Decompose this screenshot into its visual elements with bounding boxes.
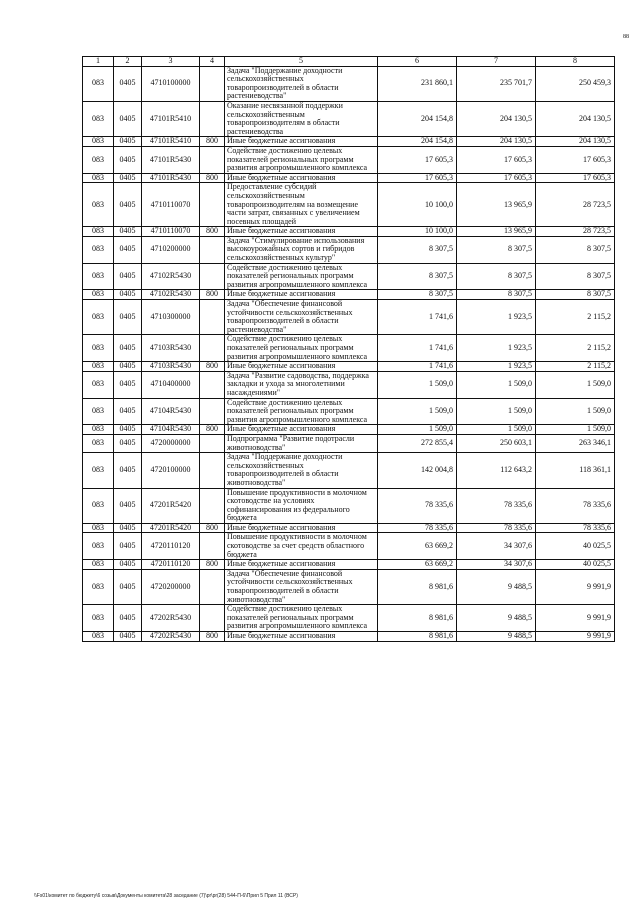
table-row [83,335,615,362]
description-cell: Иные бюджетные ассигнования [225,173,378,183]
amount-year1-cell: 8 981,6 [378,632,457,642]
amount-year1-cell: 78 335,6 [378,523,457,533]
amount-year1-cell: 17 605,3 [378,146,457,173]
amount-year2-cell: 112 643,2 [457,453,536,488]
table-row [83,300,615,335]
section-code-cell: 0405 [114,425,142,435]
table-row [83,488,615,523]
description-cell: Содействие достижению целевых показателей региональных программ развития агропромышленного комплекса [225,263,378,290]
section-code-cell: 0405 [114,362,142,372]
section-code-cell: 0405 [114,488,142,523]
expense-type-cell: 800 [200,173,225,183]
ministry-code-cell: 083 [83,290,114,300]
ministry-code-cell: 083 [83,335,114,362]
target-item-cell: 4720100000 [142,453,200,488]
table-row [83,533,615,560]
amount-year2-cell: 1 923,5 [457,300,536,335]
target-item-cell: 4710400000 [142,371,200,398]
ministry-code-cell: 083 [83,362,114,372]
amount-year3-cell: 1 509,0 [536,425,615,435]
section-code-cell: 0405 [114,227,142,237]
table-row [83,569,615,604]
description-cell: Иные бюджетные ассигнования [225,632,378,642]
amount-year2-cell: 1 509,0 [457,398,536,425]
description-cell: Оказание несвязанной поддержки сельскохозяйственным товаропроизводителям в области растениеводства [225,101,378,136]
description-cell: Повышение продуктивности в молочном скотоводстве на условиях софинансирования из федерального бюджета [225,488,378,523]
section-code-cell: 0405 [114,290,142,300]
description-cell: Задача "Стимулирование использования высокоурожайных сортов и гибридов сельскохозяйственных культур" [225,236,378,263]
description-cell: Содействие достижению целевых показателей региональных программ развития агропромышленного комплекса [225,335,378,362]
amount-year3-cell: 40 025,5 [536,533,615,560]
section-code-cell: 0405 [114,453,142,488]
amount-year2-cell: 1 509,0 [457,371,536,398]
amount-year1-cell: 8 981,6 [378,569,457,604]
table-row [83,227,615,237]
amount-year2-cell: 8 307,5 [457,236,536,263]
ministry-code-cell: 083 [83,263,114,290]
table-row [83,605,615,632]
table-row [83,371,615,398]
expense-type-cell [200,488,225,523]
section-code-cell: 0405 [114,533,142,560]
amount-year1-cell: 1 509,0 [378,425,457,435]
amount-year3-cell: 204 130,5 [536,101,615,136]
amount-year1-cell: 272 855,4 [378,434,457,452]
description-cell: Иные бюджетные ассигнования [225,362,378,372]
amount-year3-cell: 9 991,9 [536,569,615,604]
table-row [83,173,615,183]
ministry-code-cell: 083 [83,101,114,136]
target-item-cell: 4710110070 [142,183,200,227]
target-item-cell: 47202R5430 [142,632,200,642]
amount-year1-cell: 10 100,0 [378,227,457,237]
amount-year2-cell: 8 307,5 [457,290,536,300]
amount-year3-cell: 8 307,5 [536,290,615,300]
amount-year2-cell: 9 488,5 [457,605,536,632]
ministry-code-cell: 083 [83,146,114,173]
description-cell: Задача "Обеспечение финансовой устойчивости сельскохозяйственных товаропроизводителей в области животноводства" [225,569,378,604]
ministry-code-cell: 083 [83,137,114,147]
target-item-cell: 47102R5430 [142,263,200,290]
ministry-code-cell: 083 [83,605,114,632]
table-row [83,146,615,173]
target-item-cell: 47101R5430 [142,173,200,183]
description-cell: Иные бюджетные ассигнования [225,137,378,147]
target-item-cell: 4710200000 [142,236,200,263]
amount-year3-cell: 78 335,6 [536,488,615,523]
section-code-cell: 0405 [114,101,142,136]
amount-year3-cell: 2 115,2 [536,335,615,362]
amount-year2-cell: 17 605,3 [457,146,536,173]
table-row [83,362,615,372]
amount-year2-cell: 250 603,1 [457,434,536,452]
amount-year3-cell: 2 115,2 [536,362,615,372]
table-row [83,183,615,227]
amount-year2-cell: 8 307,5 [457,263,536,290]
ministry-code-cell: 083 [83,227,114,237]
target-item-cell: 47103R5430 [142,362,200,372]
amount-year3-cell: 8 307,5 [536,236,615,263]
ministry-code-cell: 083 [83,183,114,227]
expense-type-cell [200,146,225,173]
ministry-code-cell: 083 [83,632,114,642]
amount-year2-cell: 78 335,6 [457,488,536,523]
table-row [83,632,615,642]
target-item-cell: 4720000000 [142,434,200,452]
section-code-cell: 0405 [114,300,142,335]
amount-year3-cell: 17 605,3 [536,146,615,173]
description-cell: Повышение продуктивности в молочном скотоводстве за счет средств областного бюджета [225,533,378,560]
expense-type-cell [200,236,225,263]
section-code-cell: 0405 [114,560,142,570]
table-header-row [83,57,615,67]
header-cell: 8 [536,57,615,67]
section-code-cell: 0405 [114,236,142,263]
expense-type-cell: 800 [200,362,225,372]
amount-year3-cell: 118 361,1 [536,453,615,488]
ministry-code-cell: 083 [83,236,114,263]
ministry-code-cell: 083 [83,533,114,560]
ministry-code-cell: 083 [83,453,114,488]
amount-year3-cell: 28 723,5 [536,227,615,237]
ministry-code-cell: 083 [83,425,114,435]
description-cell: Иные бюджетные ассигнования [225,425,378,435]
amount-year2-cell: 9 488,5 [457,632,536,642]
amount-year1-cell: 8 307,5 [378,263,457,290]
description-cell: Задача "Обеспечение финансовой устойчивости сельскохозяйственных товаропроизводителей в области растениеводства" [225,300,378,335]
expense-type-cell [200,569,225,604]
amount-year2-cell: 13 965,9 [457,183,536,227]
target-item-cell: 47101R5410 [142,137,200,147]
description-cell: Иные бюджетные ассигнования [225,290,378,300]
amount-year2-cell: 1 509,0 [457,425,536,435]
target-item-cell: 4720110120 [142,533,200,560]
ministry-code-cell: 083 [83,398,114,425]
target-item-cell: 4720200000 [142,569,200,604]
amount-year3-cell: 28 723,5 [536,183,615,227]
amount-year1-cell: 17 605,3 [378,173,457,183]
section-code-cell: 0405 [114,523,142,533]
amount-year3-cell: 1 509,0 [536,398,615,425]
ministry-code-cell: 083 [83,434,114,452]
amount-year2-cell: 17 605,3 [457,173,536,183]
amount-year2-cell: 78 335,6 [457,523,536,533]
target-item-cell: 47201R5420 [142,523,200,533]
section-code-cell: 0405 [114,137,142,147]
amount-year2-cell: 204 130,5 [457,137,536,147]
ministry-code-cell: 083 [83,173,114,183]
amount-year1-cell: 8 307,5 [378,290,457,300]
amount-year3-cell: 78 335,6 [536,523,615,533]
section-code-cell: 0405 [114,398,142,425]
expense-type-cell: 800 [200,290,225,300]
amount-year1-cell: 204 154,8 [378,101,457,136]
section-code-cell: 0405 [114,371,142,398]
section-code-cell: 0405 [114,335,142,362]
amount-year1-cell: 1 741,6 [378,362,457,372]
expense-type-cell: 800 [200,523,225,533]
expense-type-cell [200,371,225,398]
amount-year1-cell: 1 741,6 [378,335,457,362]
section-code-cell: 0405 [114,173,142,183]
amount-year3-cell: 9 991,9 [536,605,615,632]
table-row [83,137,615,147]
table-row [83,66,615,101]
header-cell: 1 [83,57,114,67]
expense-type-cell [200,300,225,335]
section-code-cell: 0405 [114,569,142,604]
ministry-code-cell: 083 [83,488,114,523]
file-path-footer: \\Fs01\комитет по бюджету\6 созыв\Документы комитета\28 заседание (7)\pr\pr(28) 544-П-6\Прил 5 Прил 11 (ВСР) [34,893,298,899]
target-item-cell: 47102R5430 [142,290,200,300]
table-row [83,560,615,570]
expense-type-cell [200,263,225,290]
table-body [83,66,615,641]
header-cell: 3 [142,57,200,67]
amount-year3-cell: 9 991,9 [536,632,615,642]
section-code-cell: 0405 [114,66,142,101]
expense-type-cell [200,335,225,362]
amount-year3-cell: 204 130,5 [536,137,615,147]
description-cell: Задача "Поддержание доходности сельскохозяйственных товаропроизводителей в области животноводства" [225,453,378,488]
table-row [83,101,615,136]
expense-type-cell: 800 [200,632,225,642]
target-item-cell: 47101R5430 [142,146,200,173]
expense-type-cell [200,605,225,632]
table-row [83,236,615,263]
section-code-cell: 0405 [114,263,142,290]
page-number: 88 [623,34,629,40]
expense-type-cell [200,66,225,101]
table-row [83,425,615,435]
amount-year3-cell: 2 115,2 [536,300,615,335]
expense-type-cell [200,533,225,560]
description-cell: Предоставление субсидий сельскохозяйственным товаропроизводителям на возмещение части затрат, связанных с увеличением посевных площадей [225,183,378,227]
amount-year2-cell: 235 701,7 [457,66,536,101]
target-item-cell: 4710100000 [142,66,200,101]
expense-type-cell: 800 [200,227,225,237]
expense-type-cell: 800 [200,560,225,570]
amount-year1-cell: 231 860,1 [378,66,457,101]
header-cell: 6 [378,57,457,67]
table-row [83,263,615,290]
amount-year3-cell: 263 346,1 [536,434,615,452]
amount-year1-cell: 8 307,5 [378,236,457,263]
ministry-code-cell: 083 [83,569,114,604]
amount-year1-cell: 1 509,0 [378,371,457,398]
section-code-cell: 0405 [114,632,142,642]
description-cell: Подпрограмма "Развитие подотрасли животноводства" [225,434,378,452]
amount-year2-cell: 204 130,5 [457,101,536,136]
table-row [83,434,615,452]
description-cell: Содействие достижению целевых показателей региональных программ развития агропромышленного комплекса [225,398,378,425]
description-cell: Иные бюджетные ассигнования [225,523,378,533]
header-cell: 2 [114,57,142,67]
amount-year2-cell: 34 307,6 [457,533,536,560]
amount-year3-cell: 17 605,3 [536,173,615,183]
section-code-cell: 0405 [114,434,142,452]
table-row [83,398,615,425]
amount-year3-cell: 40 025,5 [536,560,615,570]
description-cell: Содействие достижению целевых показателей региональных программ развития агропромышленного комплекса [225,146,378,173]
description-cell: Иные бюджетные ассигнования [225,560,378,570]
ministry-code-cell: 083 [83,371,114,398]
amount-year1-cell: 63 669,2 [378,533,457,560]
amount-year2-cell: 9 488,5 [457,569,536,604]
amount-year2-cell: 1 923,5 [457,362,536,372]
ministry-code-cell: 083 [83,300,114,335]
header-cell: 4 [200,57,225,67]
ministry-code-cell: 083 [83,523,114,533]
section-code-cell: 0405 [114,605,142,632]
amount-year1-cell: 63 669,2 [378,560,457,570]
ministry-code-cell: 083 [83,560,114,570]
target-item-cell: 47101R5410 [142,101,200,136]
amount-year1-cell: 142 004,8 [378,453,457,488]
target-item-cell: 47104R5430 [142,425,200,435]
target-item-cell: 47104R5430 [142,398,200,425]
header-cell: 7 [457,57,536,67]
target-item-cell: 47103R5430 [142,335,200,362]
expense-type-cell [200,101,225,136]
section-code-cell: 0405 [114,183,142,227]
table-row [83,453,615,488]
amount-year1-cell: 1 509,0 [378,398,457,425]
expense-type-cell: 800 [200,425,225,435]
amount-year3-cell: 8 307,5 [536,263,615,290]
description-cell: Задача "Развитие садоводства, поддержка закладки и ухода за многолетними насаждениями" [225,371,378,398]
target-item-cell: 4720110120 [142,560,200,570]
amount-year2-cell: 1 923,5 [457,335,536,362]
amount-year1-cell: 1 741,6 [378,300,457,335]
expense-type-cell [200,453,225,488]
amount-year3-cell: 250 459,3 [536,66,615,101]
target-item-cell: 4710110070 [142,227,200,237]
amount-year2-cell: 13 965,9 [457,227,536,237]
description-cell: Задача "Поддержание доходности сельскохозяйственных товаропроизводителей в области растениеводства" [225,66,378,101]
amount-year1-cell: 10 100,0 [378,183,457,227]
section-code-cell: 0405 [114,146,142,173]
target-item-cell: 4710300000 [142,300,200,335]
expense-type-cell [200,398,225,425]
budget-table [82,56,615,642]
header-cell: 5 [225,57,378,67]
ministry-code-cell: 083 [83,66,114,101]
amount-year1-cell: 8 981,6 [378,605,457,632]
target-item-cell: 47201R5420 [142,488,200,523]
expense-type-cell [200,434,225,452]
amount-year2-cell: 34 307,6 [457,560,536,570]
amount-year1-cell: 78 335,6 [378,488,457,523]
description-cell: Содействие достижению целевых показателей региональных программ развития агропромышленного комплекса [225,605,378,632]
expense-type-cell [200,183,225,227]
expense-type-cell: 800 [200,137,225,147]
amount-year3-cell: 1 509,0 [536,371,615,398]
amount-year1-cell: 204 154,8 [378,137,457,147]
description-cell: Иные бюджетные ассигнования [225,227,378,237]
target-item-cell: 47202R5430 [142,605,200,632]
table-row [83,290,615,300]
